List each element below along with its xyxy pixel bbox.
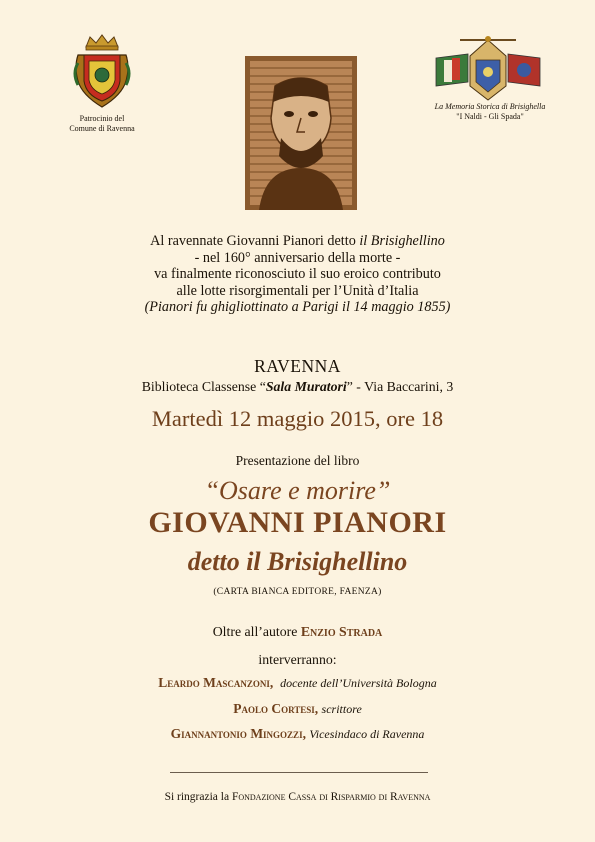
patronage-line-2: Comune di Ravenna bbox=[69, 124, 135, 133]
book-title: “Osare e morire” bbox=[204, 476, 391, 505]
historical-memory-line-1: La Memoria Storica di Brisighella bbox=[434, 102, 546, 111]
speaker-name: Giannantonio Mingozzi, bbox=[170, 726, 306, 741]
venue-room: Sala Muratori bbox=[265, 379, 347, 394]
pianori-portrait-engraving bbox=[245, 56, 357, 210]
speaker-name: Paolo Cortesi, bbox=[233, 701, 319, 716]
book-presentation-label: Presentazione del libro bbox=[235, 453, 360, 468]
intro-line-5: (Pianori fu ghigliottinato a Parigi il 14 maggio 1855) bbox=[144, 299, 451, 316]
book-subtitle: detto il Brisighellino bbox=[187, 547, 408, 576]
venue-prefix: Biblioteca Classense “ bbox=[141, 379, 266, 394]
author-line bbox=[0, 624, 595, 640]
historical-memory-line-2: "I Naldi - Gli Spada" bbox=[456, 112, 524, 121]
footer-divider bbox=[170, 772, 428, 773]
author-prefix: Oltre all’autore bbox=[212, 624, 301, 639]
book-publisher: (CARTA BIANCA EDITORE, FAENZA) bbox=[213, 587, 382, 597]
ravenna-coat-of-arms-logo bbox=[72, 33, 132, 111]
intro-paragraph bbox=[0, 233, 595, 316]
interveners-label: interverranno: bbox=[258, 652, 337, 667]
speaker-item bbox=[0, 675, 595, 691]
patronage-caption bbox=[50, 114, 154, 134]
event-venue bbox=[0, 379, 595, 395]
intro-line-4: alle lotte risorgimentali per l’Unità d’Italia bbox=[176, 282, 419, 299]
historical-memory-caption bbox=[410, 102, 570, 122]
intro-line-1 bbox=[0, 233, 595, 250]
event-date: Martedì 12 maggio 2015, ore 18 bbox=[151, 406, 444, 431]
speaker-role: scrittore bbox=[321, 702, 362, 716]
author-name: Enzio Strada bbox=[300, 624, 383, 639]
book-main-title: GIOVANNI PIANORI bbox=[148, 506, 447, 539]
sponsor-thanks bbox=[0, 791, 595, 803]
intro-line-2: - nel 160° anniversario della morte - bbox=[194, 249, 401, 266]
speaker-role: Vicesindaco di Ravenna bbox=[309, 727, 425, 741]
patronage-line-1: Patrocinio del bbox=[79, 114, 125, 123]
intro-nickname: il Brisighellino bbox=[359, 233, 445, 249]
thanks-prefix: Si ringrazia la bbox=[164, 791, 232, 803]
venue-address: ” - Via Baccarini, 3 bbox=[346, 379, 454, 394]
event-city: RAVENNA bbox=[254, 356, 341, 376]
naldi-spada-heraldry-logo bbox=[430, 36, 546, 104]
intro-line-3: va finalmente riconosciuto il suo eroico contributo bbox=[154, 266, 441, 283]
intro-line-1-text: Al ravennate Giovanni Pianori detto bbox=[150, 233, 360, 249]
speaker-name: Leardo Mascanzoni, bbox=[158, 675, 274, 690]
sponsor-name: Fondazione Cassa di Risparmio di Ravenna bbox=[231, 791, 431, 803]
speaker-role: docente dell’Università Bologna bbox=[280, 676, 437, 690]
speaker-item bbox=[0, 701, 595, 717]
speaker-item bbox=[0, 726, 595, 742]
